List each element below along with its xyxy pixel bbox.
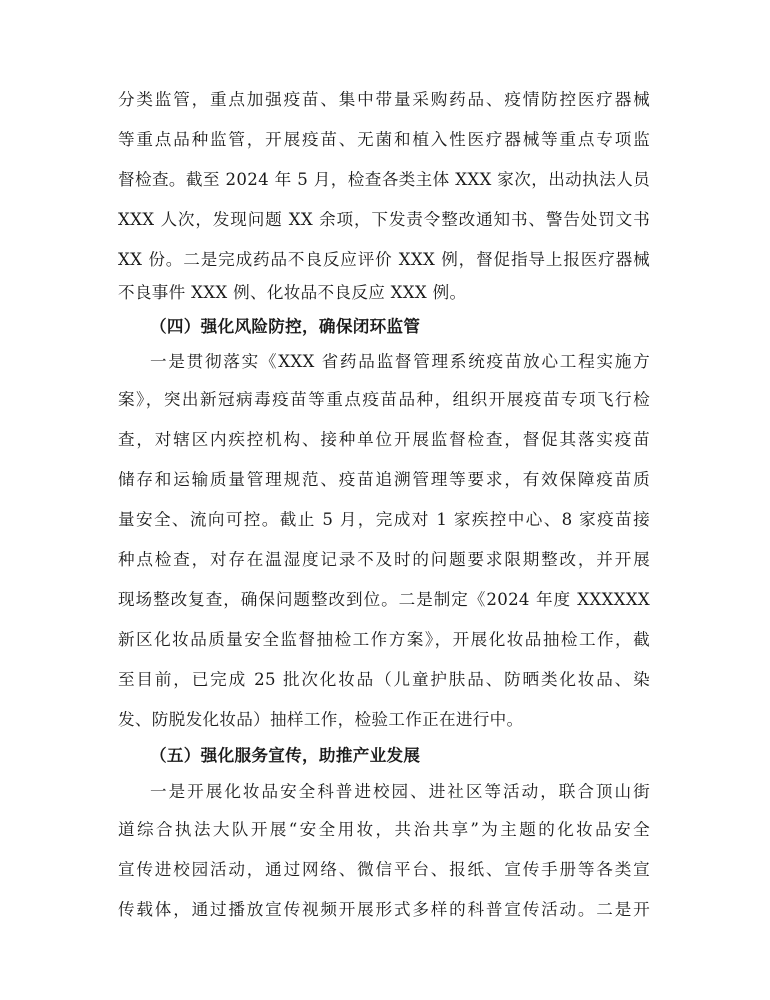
body-text-line: 案》，突出新冠病毒疫苗等重点疫苗品种，组织开展疫苗专项飞行检: [118, 390, 650, 409]
section-heading-4: （四）强化风险防控，确保闭环监管: [150, 317, 421, 336]
body-text-line: 分类监管，重点加强疫苗、集中带量采购药品、疫情防控医疗器械: [118, 90, 650, 109]
body-text-line: 种点检查，对存在温湿度记录不及时的问题要求限期整改，并开展: [118, 550, 650, 569]
body-text-line: 查，对辖区内疾控机构、接种单位开展监督检查，督促其落实疫苗: [118, 430, 650, 449]
body-text-line: 现场整改复查，确保问题整改到位。二是制定《2024 年度 XXXXXX: [118, 590, 650, 609]
body-text-line: 至目前，已完成 25 批次化妆品（儿童护肤品、防晒类化妆品、染: [118, 670, 650, 689]
body-text-line: 宣传进校园活动，通过网络、微信平台、报纸、宣传手册等各类宣: [118, 860, 650, 879]
body-text-line: 道综合执法大队开展“安全用妆，共治共享”为主题的化妆品安全: [118, 820, 650, 839]
body-text-line: 量安全、流向可控。截止 5 月，完成对 1 家疾控中心、8 家疫苗接: [118, 510, 650, 529]
body-text-line: 督检查。截至 2024 年 5 月，检查各类主体 XXX 家次，出动执法人员: [118, 170, 650, 189]
body-text-line: 发、防脱发化妆品）抽样工作，检验工作正在进行中。: [118, 710, 524, 729]
body-text-line: XXX 人次，发现问题 XX 余项，下发责令整改通知书、警告处罚文书: [118, 210, 650, 229]
body-text-line: 等重点品种监管，开展疫苗、无菌和植入性医疗器械等重点专项监: [118, 130, 650, 149]
body-text-line: 一是贯彻落实《XXX 省药品监督管理系统疫苗放心工程实施方: [150, 352, 650, 371]
body-text-line: 新区化妆品质量安全监督抽检工作方案》，开展化妆品抽检工作，截: [118, 630, 650, 649]
body-text-line: XX 份。二是完成药品不良反应评价 XXX 例，督促指导上报医疗器械: [118, 250, 650, 269]
body-text-line: 不良事件 XXX 例、化妆品不良反应 XXX 例。: [118, 283, 467, 302]
body-text-line: 传载体，通过播放宣传视频开展形式多样的科普宣传活动。二是开: [118, 900, 650, 919]
body-text-line: 一是开展化妆品安全科普进校园、进社区等活动，联合顶山街: [150, 782, 650, 801]
body-text-line: 储存和运输质量管理规范、疫苗追溯管理等要求，有效保障疫苗质: [118, 470, 650, 489]
section-heading-5: （五）强化服务宣传，助推产业发展: [150, 746, 421, 765]
